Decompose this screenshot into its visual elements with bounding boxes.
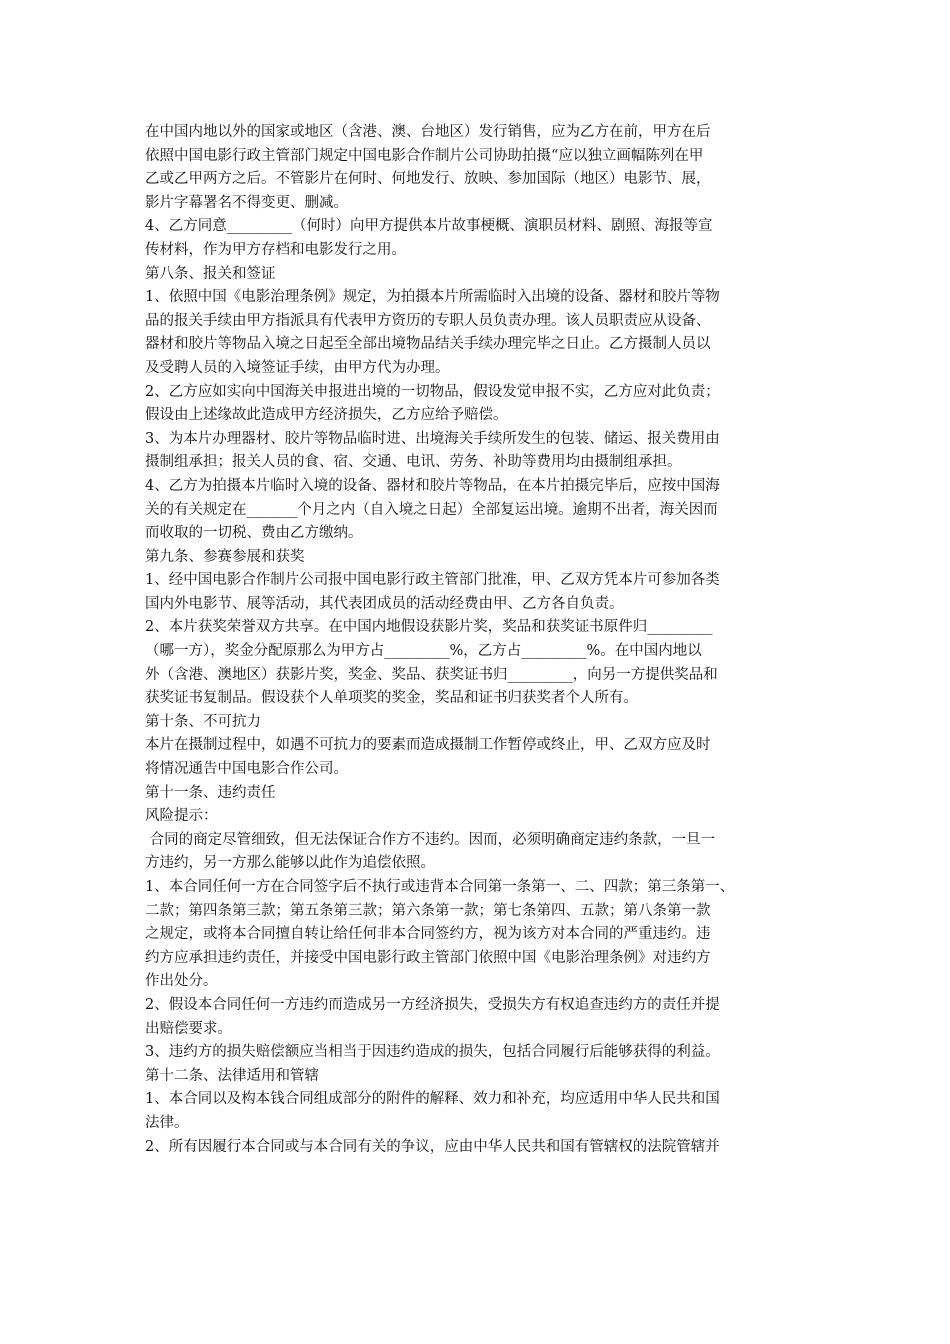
text-line: 出赔偿要求。 — [145, 1020, 232, 1037]
text-line: 二款；第四条第三款；第五条第三款；第六条第一款；第七条第四、五款；第八条第一款 — [145, 902, 711, 919]
text-line: 风险提示： — [145, 808, 218, 825]
text-line: （哪一方），奖金分配原那么为甲方占_________%，乙方占_________%。在中国内地以 — [145, 643, 702, 660]
text-line: 将情况通告中国电影合作公司。 — [145, 761, 348, 778]
text-line: 在中国内地以外的国家或地区（含港、澳、台地区）发行销售，应为乙方在前，甲方在后 — [145, 124, 711, 140]
text-line: 及受聘人员的入境签证手续，由甲方代为办理。 — [145, 359, 450, 376]
text-line: 2、本片获奖荣誉双方共享。在中国内地假设获影片奖，奖品和获奖证书原件归_________ — [145, 619, 713, 636]
text-line: 作出处分。 — [145, 973, 218, 990]
text-line: 2、所有因履行本合同或与本合同有关的争议，应由中华人民共和国有管辖权的法院管辖并 — [145, 1138, 720, 1155]
text-line: 外（含港、澳地区）获影片奖，奖金、奖品、获奖证书归_________，向另一方提供奖品和 — [145, 666, 718, 683]
document-body — [145, 121, 815, 1159]
text-line: 之规定，或将本合同擅自转让给任何非本合同签约方，视为该方对本合同的严重违约。违 — [145, 926, 711, 943]
text-line: 而收取的一切税、费由乙方缴纳。 — [145, 525, 363, 542]
text-line: 3、违约方的损失赔偿额应当相当于因违约造成的损失，包括合同履行后能够获得的利益。 — [145, 1044, 720, 1061]
text-line: 1、本合同以及构本钱合同组成部分的附件的解释、效力和补充，均应适用中华人民共和国 — [145, 1091, 720, 1108]
text-line: 国内外电影节、展等活动，其代表团成员的活动经费由甲、乙方各自负责。 — [145, 595, 624, 612]
text-line: 1、本合同任何一方在合同签字后不执行或违背本合同第一条第一、二、四款；第三条第一、 — [145, 879, 735, 895]
text-line: 依照中国电影行政主管部门规定中国电影合作制片公司协助拍摄“应以独立画幅陈列在甲 — [145, 147, 704, 164]
text-line: 品的报关手续由甲方指派具有代表甲方资历的专职人员负责办理。该人员职责应从设备、 — [145, 312, 711, 329]
text-line: 4、乙方同意_________（何时）向甲方提供本片故事梗概、演职员材料、剧照、海报等宣 — [145, 218, 713, 235]
text-line: 3、为本片办理器材、胶片等物品临时进、出境海关手续所发生的包装、储运、报关费用由 — [145, 430, 720, 447]
text-line: 关的有关规定在_______个月之内（自入境之日起）全部复运出境。逾期不出者，海关因而 — [145, 501, 718, 518]
text-line: 1、经中国电影合作制片公司报中国电影行政主管部门批准，甲、乙双方凭本片可参加各类 — [145, 572, 720, 589]
text-line: 第十条、不可抗力 — [145, 713, 261, 730]
text-line: 器材和胶片等物品入境之日起至全部出境物品结关手续办理完毕之日止。乙方摄制人员以 — [145, 336, 711, 353]
text-line: 第九条、参赛参展和获奖 — [145, 548, 305, 565]
text-line: 第八条、报关和签证 — [145, 265, 276, 282]
text-line: 2、乙方应如实向中国海关申报进出境的一切物品，假设发觉申报不实，乙方应对此负责； — [145, 383, 720, 400]
text-line: 1、依照中国《电影治理条例》规定，为拍摄本片所需临时入出境的设备、器材和胶片等物 — [145, 289, 720, 306]
text-line: 传材料，作为甲方存档和电影发行之用。 — [145, 241, 406, 258]
text-line: 本片在摄制过程中，如遇不可抗力的要素而造成摄制工作暂停或终止，甲、乙双方应及时 — [145, 737, 711, 754]
text-line: 第十一条、违约责任 — [145, 784, 276, 801]
text-line: 方违约，另一方那么能够以此作为追偿依照。 — [145, 855, 435, 872]
text-line: 获奖证书复制品。假设获个人单项奖的奖金，奖品和证书归获奖者个人所有。 — [145, 690, 638, 707]
text-line: 合同的商定尽管细致，但无法保证合作方不违约。因而，必须明确商定违约条款，一旦一 — [145, 831, 716, 848]
text-line: 法律。 — [145, 1114, 189, 1131]
text-line: 2、假设本合同任何一方违约而造成另一方经济损失，受损失方有权追查违约方的责任并提 — [145, 996, 720, 1013]
text-line: 假设由上述缘故此造成甲方经济损失，乙方应给予赔偿。 — [145, 407, 508, 424]
text-line: 影片字幕署名不得变更、删减。 — [145, 194, 348, 211]
text-line: 摄制组承担；报关人员的食、宿、交通、电讯、劳务、补助等费用均由摄制组承担。 — [145, 454, 682, 471]
text-line: 约方应承担违约责任，并接受中国电影行政主管部门依照中国《电影治理条例》对违约方 — [145, 949, 711, 966]
text-line: 乙或乙甲两方之后。不管影片在何时、何地发行、放映、参加国际（地区）电影节、展， — [145, 171, 711, 188]
text-line: 4、乙方为拍摄本片临时入境的设备、器材和胶片等物品，在本片拍摄完毕后，应按中国海 — [145, 477, 720, 494]
text-line: 第十二条、法律适用和管辖 — [145, 1067, 319, 1084]
